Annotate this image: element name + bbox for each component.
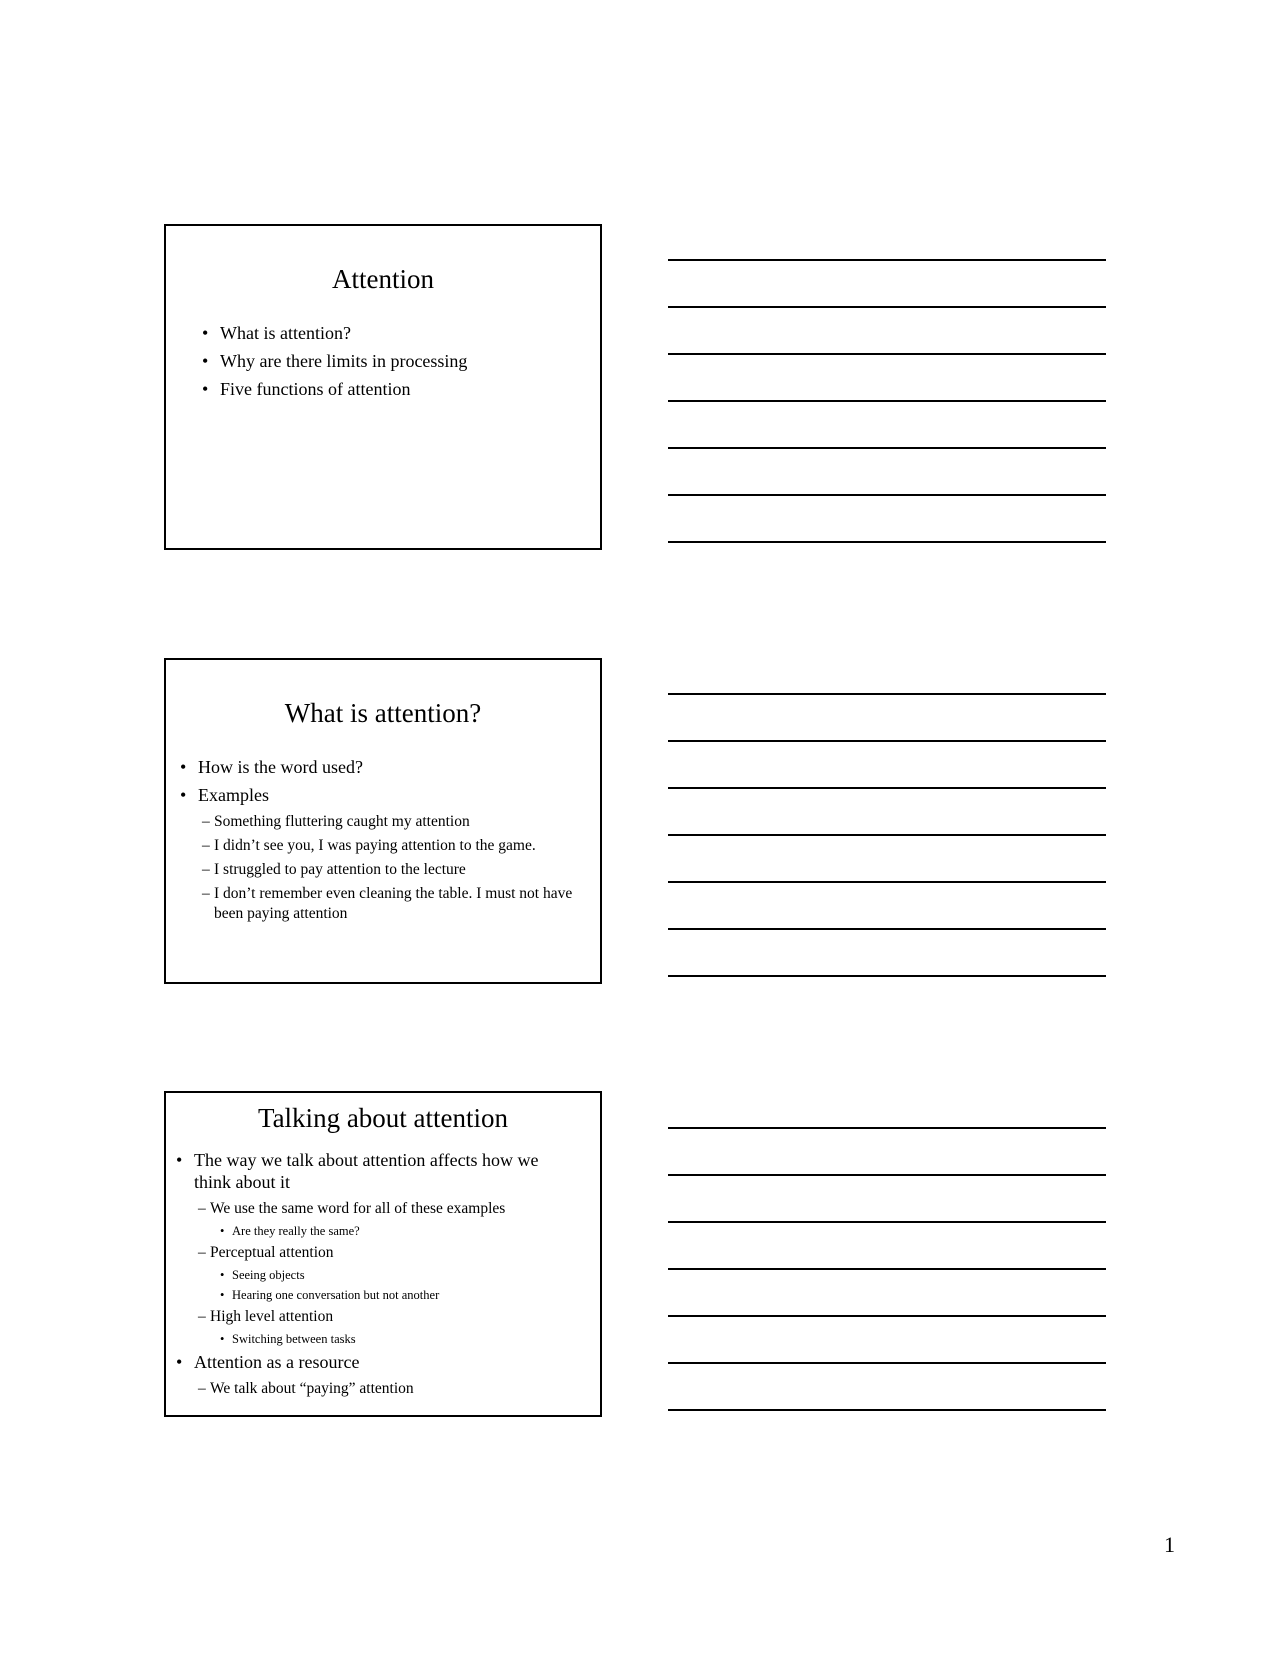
slide-title: Talking about attention xyxy=(257,1103,509,1133)
bullet-item: • Five functions of attention xyxy=(202,378,592,400)
note-line xyxy=(668,1221,1106,1223)
slide-title: Attention xyxy=(332,264,434,294)
sub-bullet-item: – We use the same word for all of these examples xyxy=(198,1199,576,1219)
bullet-item: • What is attention? xyxy=(202,322,592,344)
bullet-list xyxy=(180,756,594,928)
note-line xyxy=(668,975,1106,977)
sub-sub-bullet-item: • Switching between tasks xyxy=(220,1331,576,1347)
sub-sub-bullet-item: • Hearing one conversation but not another xyxy=(220,1287,576,1303)
slide-1 xyxy=(164,224,602,550)
note-line xyxy=(668,541,1106,543)
note-line xyxy=(668,1127,1106,1129)
note-line xyxy=(668,928,1106,930)
note-line xyxy=(668,1268,1106,1270)
note-line xyxy=(668,1409,1106,1411)
bullet-item: • Attention as a resource xyxy=(176,1351,576,1373)
sub-bullet-item: – I didn’t see you, I was paying attention to the game. xyxy=(202,836,594,856)
note-line xyxy=(668,259,1106,261)
note-line xyxy=(668,494,1106,496)
sub-bullet-item: – We talk about “paying” attention xyxy=(198,1379,576,1399)
page-number: 1 xyxy=(1164,1532,1175,1557)
note-line xyxy=(668,787,1106,789)
note-line xyxy=(668,306,1106,308)
bullet-item: • Examples xyxy=(180,784,594,806)
note-line xyxy=(668,834,1106,836)
sub-bullet-item: – I struggled to pay attention to the lecture xyxy=(202,860,594,880)
sub-bullet-item: – High level attention xyxy=(198,1307,576,1327)
note-line xyxy=(668,400,1106,402)
bullet-item: • The way we talk about attention affects how we think about it xyxy=(176,1149,576,1193)
note-line xyxy=(668,447,1106,449)
sub-sub-bullet-item: • Are they really the same? xyxy=(220,1223,576,1239)
slide-title: What is attention? xyxy=(284,698,482,728)
sub-sub-bullet-item: • Seeing objects xyxy=(220,1267,576,1283)
note-line xyxy=(668,353,1106,355)
slide-2 xyxy=(164,658,602,984)
note-line xyxy=(668,693,1106,695)
slide-3 xyxy=(164,1091,602,1417)
note-line xyxy=(668,881,1106,883)
sub-bullet-item: – Perceptual attention xyxy=(198,1243,576,1263)
bullet-list xyxy=(202,322,592,406)
sub-bullet-item: – I don’t remember even cleaning the table. I must not have been paying attention xyxy=(202,884,594,924)
note-line xyxy=(668,1174,1106,1176)
sub-bullet-item: – Something fluttering caught my attention xyxy=(202,812,594,832)
bullet-item: • How is the word used? xyxy=(180,756,594,778)
note-line xyxy=(668,740,1106,742)
note-line xyxy=(668,1362,1106,1364)
bullet-list xyxy=(176,1149,576,1403)
bullet-item: • Why are there limits in processing xyxy=(202,350,592,372)
note-line xyxy=(668,1315,1106,1317)
